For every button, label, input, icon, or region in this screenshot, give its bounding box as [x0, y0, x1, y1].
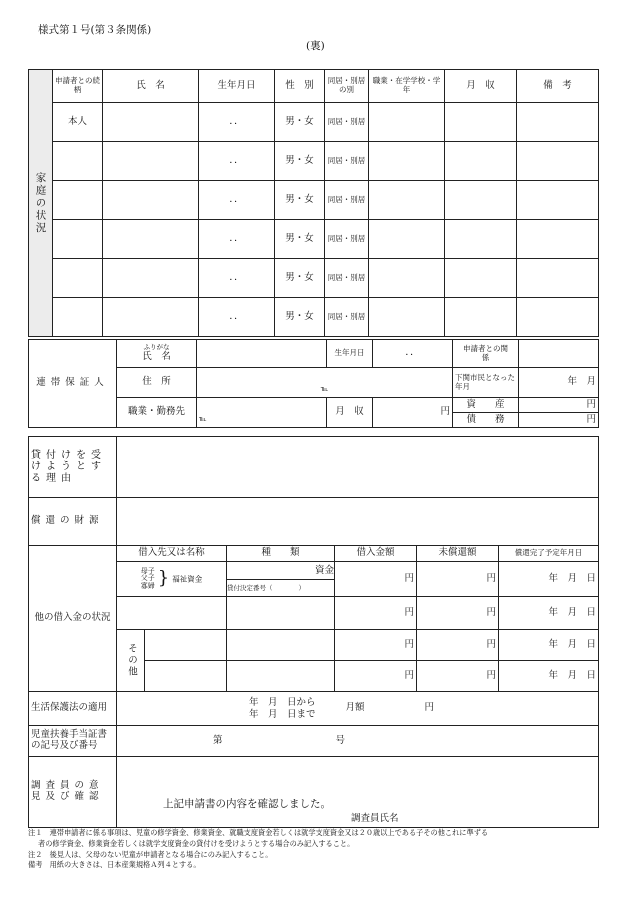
family-row — [29, 103, 599, 142]
occupation-header: 職業・在学学校・学年 — [369, 70, 445, 103]
loan-amount-field[interactable]: 円 — [335, 661, 417, 692]
family-row — [29, 259, 599, 298]
living-header: 同居・別居の別 — [325, 70, 369, 103]
gender-cell[interactable]: 男・女 — [275, 259, 325, 298]
birth-cell[interactable]: ．． — [199, 103, 275, 142]
guarantor-address-label: 住 所 — [117, 368, 197, 398]
income-cell[interactable] — [445, 103, 517, 142]
certificate-dai: 第 — [213, 734, 223, 746]
brace-icon: } — [157, 567, 170, 589]
birth-cell[interactable]: ．． — [199, 181, 275, 220]
loan-decision-number: 貸付決定番号（ ） — [227, 583, 306, 592]
birth-cell[interactable]: ．． — [199, 298, 275, 337]
guarantor-name-label: 氏 名 — [142, 350, 171, 362]
unpaid-amount-field[interactable]: 円 — [417, 597, 499, 630]
gender-cell[interactable]: 男・女 — [275, 142, 325, 181]
name-cell[interactable] — [103, 181, 199, 220]
due-header: 償還完了予定年月日 — [499, 546, 599, 562]
guarantor-table — [28, 339, 599, 428]
unpaid-amount-field[interactable]: 円 — [417, 562, 499, 597]
family-section-label: 家庭の状況 — [29, 70, 53, 337]
repayment-source-label: 償還の財源 — [29, 498, 117, 546]
due-date-field[interactable]: 年 月 日 — [499, 597, 599, 630]
living-cell[interactable]: 同居・別居 — [325, 259, 369, 298]
notes — [28, 828, 603, 871]
remark: 備考 用紙の大きさは、日本産業規格Ａ列４とする。 — [28, 860, 201, 870]
investigator-signature-label: 調査員氏名 — [351, 813, 399, 825]
due-date-field[interactable]: 年 月 日 — [499, 630, 599, 661]
reason-table — [28, 436, 599, 546]
furigana-label: ふりがな — [143, 343, 170, 352]
guarantor-income-label: 月 収 — [327, 398, 373, 428]
occupation-cell[interactable] — [369, 181, 445, 220]
relation-cell[interactable] — [53, 298, 103, 337]
family-row — [29, 181, 599, 220]
income-cell[interactable] — [445, 220, 517, 259]
gender-cell[interactable]: 男・女 — [275, 220, 325, 259]
investigator-label: 調査員の意見及び確認 — [29, 757, 117, 828]
relation-cell[interactable] — [53, 259, 103, 298]
guarantor-address-field[interactable] — [197, 368, 453, 398]
remarks-cell[interactable] — [517, 220, 599, 259]
welfare-table — [28, 691, 599, 828]
relation-header: 申請者との続柄 — [53, 70, 103, 103]
loan-reason-field[interactable] — [117, 437, 599, 498]
repayment-source-field[interactable] — [117, 498, 599, 546]
name-cell[interactable] — [103, 103, 199, 142]
amount-header: 借入金額 — [335, 546, 417, 562]
type-field[interactable] — [227, 661, 335, 692]
due-date-field[interactable]: 年 月 日 — [499, 562, 599, 597]
guarantor-birth-label: 生年月日 — [327, 340, 373, 368]
unpaid-header: 未償還額 — [417, 546, 499, 562]
name-cell[interactable] — [103, 142, 199, 181]
fund-type-field: 資金 — [227, 563, 334, 580]
gender-header: 性 別 — [275, 70, 325, 103]
type-field[interactable] — [227, 630, 335, 661]
living-cell[interactable]: 同居・別居 — [325, 220, 369, 259]
assets-field[interactable]: 円 — [519, 398, 599, 413]
family-row — [29, 220, 599, 259]
welfare-fund-label: 福祉資金 — [172, 574, 203, 584]
guarantor-relation-field[interactable] — [519, 340, 599, 368]
guarantor-relation-label: 申請者との関 係 — [453, 340, 519, 368]
occupation-cell[interactable] — [369, 103, 445, 142]
unpaid-amount-field[interactable]: 円 — [417, 630, 499, 661]
guarantor-name-field[interactable] — [197, 340, 327, 368]
loan-reason-label: 貸付けを受けようとする理由 — [29, 437, 117, 498]
guarantor-income-field[interactable]: 円 — [373, 398, 453, 428]
occupation-cell[interactable] — [369, 220, 445, 259]
note-1: 注１ 連帯申請者に係る事項は、児童の修学資金、修業資金、就職支度資金若しくは就学支度資金又は２０歳以上である子その他これに準ずる — [28, 828, 489, 837]
back-side-mark: (裏) — [306, 40, 325, 52]
name-cell[interactable] — [103, 298, 199, 337]
due-date-field[interactable]: 年 月 日 — [499, 661, 599, 692]
certificate-label: 児童扶養手当証書の記号及び番号 — [29, 726, 117, 757]
type-header: 種 類 — [227, 546, 335, 562]
note-1-cont: 者の修学資金、修業資金若しくは就学支度資金の貸付けを受けようとする場合のみ記入すること。 — [38, 838, 355, 848]
name-header: 氏 名 — [103, 70, 199, 103]
note-2: 注２ 後見人は、父母のない児童が申請者となる場合にのみ記入すること。 — [28, 849, 273, 859]
living-cell[interactable]: 同居・別居 — [325, 142, 369, 181]
loan-amount-field[interactable]: 円 — [335, 562, 417, 597]
other-loans-label: 他の借入金の状況 — [29, 546, 117, 692]
remarks-cell[interactable] — [517, 181, 599, 220]
remarks-header: 備 考 — [517, 70, 599, 103]
welfare-field[interactable] — [117, 692, 599, 726]
living-cell[interactable]: 同居・別居 — [325, 298, 369, 337]
form-number: 様式第１号(第３条関係) — [38, 24, 152, 36]
other-label: その他 — [117, 630, 145, 692]
resident-since-label: 下関市民となった年月 — [453, 368, 519, 398]
investigator-field[interactable] — [117, 757, 599, 828]
loan-amount-field[interactable]: 円 — [335, 630, 417, 661]
welfare-fund-lender — [117, 562, 227, 597]
loan-amount-field[interactable]: 円 — [335, 597, 417, 630]
welfare-to: 年 月 日まで — [249, 708, 316, 720]
birth-cell[interactable]: ．． — [199, 259, 275, 298]
debts-field[interactable]: 円 — [519, 413, 599, 428]
fund-type-cell[interactable] — [227, 562, 335, 597]
lender-header: 借入先又は名称 — [117, 546, 227, 562]
remarks-cell[interactable] — [517, 103, 599, 142]
guarantor-occupation-label: 職業・勤務先 — [117, 398, 197, 428]
name-cell[interactable] — [103, 259, 199, 298]
relation-cell[interactable]: 本人 — [53, 103, 103, 142]
resident-since-field[interactable]: 年 月 — [519, 368, 599, 398]
guarantor-section-label: 連帯保証人 — [29, 340, 117, 428]
telephone-icon: ℡ — [320, 385, 329, 394]
living-cell[interactable]: 同居・別居 — [325, 181, 369, 220]
lender-field[interactable] — [117, 597, 227, 630]
welfare-yen: 円 — [424, 702, 435, 714]
family-status-table — [28, 69, 599, 337]
certificate-go: 号 — [335, 734, 346, 746]
guarantor-workplace-field[interactable] — [197, 398, 327, 428]
income-cell[interactable] — [445, 142, 517, 181]
name-cell[interactable] — [103, 220, 199, 259]
assets-label: 資 産 — [453, 398, 519, 413]
certificate-field[interactable] — [117, 726, 599, 757]
confirmation-text: 上記申請書の内容を確認しました。 — [163, 798, 331, 811]
occupation-cell[interactable] — [369, 142, 445, 181]
relation-cell[interactable] — [53, 181, 103, 220]
guarantor-birth-field[interactable]: ．． — [373, 340, 453, 368]
income-header: 月 収 — [445, 70, 517, 103]
birth-cell[interactable]: ．． — [199, 220, 275, 259]
income-cell[interactable] — [445, 298, 517, 337]
occupation-cell[interactable] — [369, 298, 445, 337]
welfare-monthly-label: 月額 — [345, 702, 365, 714]
gender-cell[interactable]: 男・女 — [275, 181, 325, 220]
debts-label: 債 務 — [453, 413, 519, 428]
lender-field[interactable] — [145, 630, 227, 661]
lender-field[interactable] — [145, 661, 227, 692]
living-cell[interactable]: 同居・別居 — [325, 103, 369, 142]
family-row — [29, 142, 599, 181]
remarks-cell[interactable] — [517, 142, 599, 181]
family-row — [29, 298, 599, 337]
type-field[interactable] — [227, 597, 335, 630]
occupation-cell[interactable] — [369, 259, 445, 298]
income-cell[interactable] — [445, 259, 517, 298]
remarks-cell[interactable] — [517, 259, 599, 298]
income-cell[interactable] — [445, 181, 517, 220]
telephone-icon: ℡ — [199, 415, 207, 424]
gender-cell[interactable]: 男・女 — [275, 298, 325, 337]
relation-cell[interactable] — [53, 142, 103, 181]
remarks-cell[interactable] — [517, 298, 599, 337]
welfare-from: 年 月 日から — [249, 696, 316, 708]
birth-header: 生年月日 — [199, 70, 275, 103]
gender-cell[interactable]: 男・女 — [275, 103, 325, 142]
relation-cell[interactable] — [53, 220, 103, 259]
fund-bracket: 母子 父子 寡婦 — [140, 566, 155, 590]
birth-cell[interactable]: ．． — [199, 142, 275, 181]
welfare-label: 生活保護法の適用 — [29, 692, 117, 726]
other-loans-table — [28, 545, 599, 692]
unpaid-amount-field[interactable]: 円 — [417, 661, 499, 692]
